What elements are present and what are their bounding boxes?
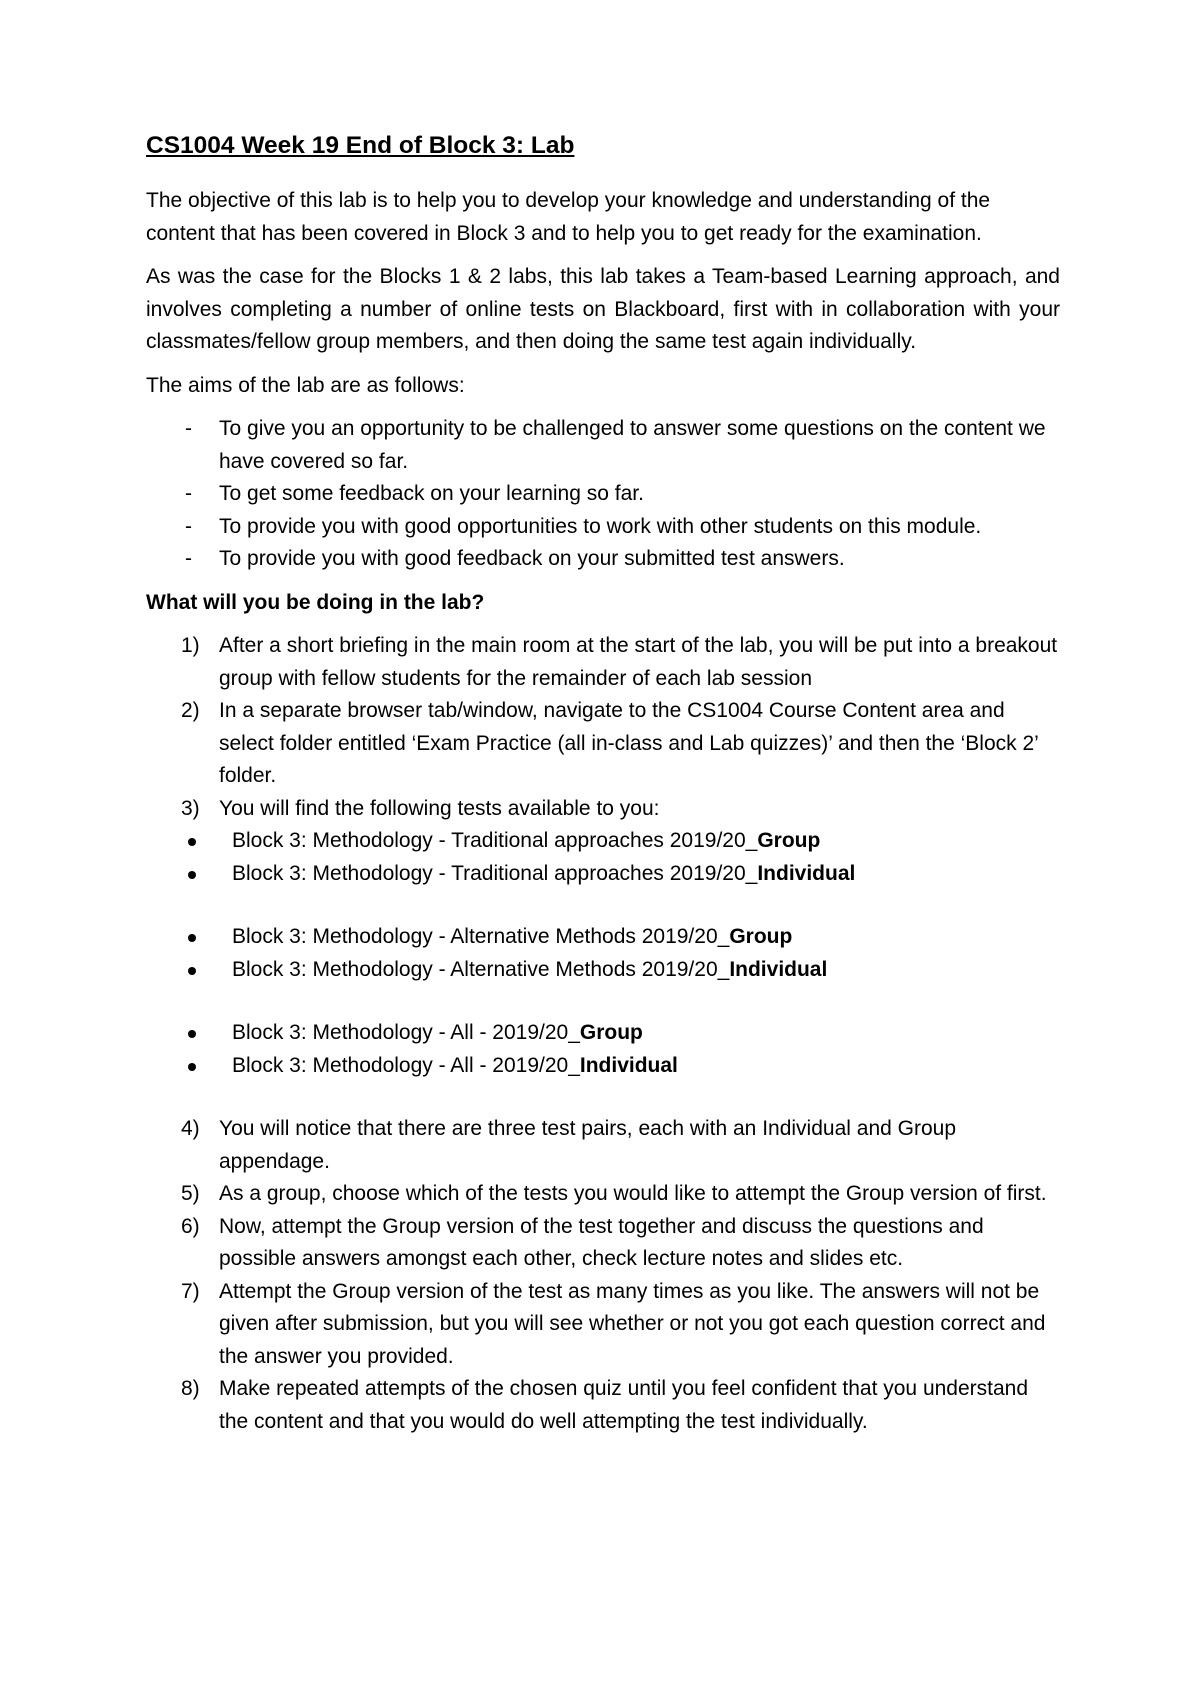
step-number: 5) (181, 1182, 200, 1205)
test-name: Block 3: Methodology - Alternative Methods 2019/20_ (232, 925, 730, 948)
dash-marker: - (185, 514, 192, 538)
dash-marker: - (185, 417, 192, 440)
steps-heading: What will you be doing in the lab? (146, 590, 485, 614)
steps-list-b (146, 1113, 1060, 1438)
bullet-icon (188, 967, 196, 975)
test-name: Block 3: Methodology - Traditional approaches 2019/20_ (232, 829, 758, 852)
test-name: Block 3: Methodology - All - 2019/20_ (232, 1053, 580, 1077)
test-name: Block 3: Methodology - Alternative Methods 2019/20_ (232, 957, 730, 981)
aim-item (146, 511, 1060, 544)
step-item (146, 1178, 1060, 1211)
step-item (146, 1373, 1060, 1438)
aim-item (146, 478, 1060, 511)
step-text: You will notice that there are three test pairs, each with an Individual and Group appendage. (219, 1117, 956, 1173)
test-type: Individual (757, 861, 856, 885)
step-number: 8) (181, 1377, 200, 1400)
spacer (146, 890, 1060, 921)
tests-list (146, 825, 1060, 890)
step-number: 4) (181, 1117, 200, 1140)
bullet-icon (188, 934, 196, 942)
step-item (146, 1113, 1060, 1178)
aim-text: To get some feedback on your learning so far. (219, 482, 644, 505)
test-type: Individual (729, 957, 828, 981)
page-title: CS1004 Week 19 End of Block 3: Lab (146, 132, 575, 159)
test-item (146, 954, 1060, 987)
intro-paragraph: The objective of this lab is to help you to develop your knowledge and understanding of the content that has been covered in Block 3 and to help you to get ready for the examination. (146, 189, 991, 245)
bullet-icon (188, 838, 196, 846)
test-name: Block 3: Methodology - All - 2019/20_ (232, 1021, 580, 1044)
test-type: Individual (579, 1053, 678, 1077)
test-type: Group (579, 1021, 643, 1044)
test-item (146, 825, 1060, 858)
step-item (146, 630, 1060, 695)
step-text: You will find the following tests available to you: (219, 796, 660, 820)
step-number: 2) (181, 699, 200, 722)
aim-item (146, 413, 1060, 478)
test-item (146, 1017, 1060, 1050)
aim-text: To provide you with good feedback on your submitted test answers. (219, 547, 845, 570)
test-item (146, 858, 1060, 891)
bullet-icon (188, 1063, 196, 1071)
aims-intro: The aims of the lab are as follows: (146, 373, 465, 397)
step-number: 7) (181, 1279, 200, 1303)
step-text: After a short briefing in the main room at the start of the lab, you will be put into a breakout group with fellow students for the remainder of each lab session (219, 634, 1058, 690)
test-type: Group (729, 925, 793, 948)
tests-list (146, 921, 1060, 986)
step-number: 1) (181, 634, 200, 657)
step-number: 3) (181, 796, 200, 820)
bullet-icon (188, 871, 196, 879)
aim-text: To provide you with good opportunities to work with other students on this module. (219, 514, 982, 538)
step-text: As a group, choose which of the tests you would like to attempt the Group version of first. (219, 1182, 1047, 1205)
steps-list-a (146, 630, 1060, 825)
tests-list (146, 1017, 1060, 1082)
step-text: In a separate browser tab/window, navigate to the CS1004 Course Content area and select folder entitled ‘Exam Practice (all in-class and Lab quizzes)’ and then the ‘Block 2’ folder. (219, 699, 1039, 787)
test-item (146, 1050, 1060, 1083)
aim-item (146, 543, 1060, 576)
step-item (146, 793, 1060, 826)
step-text: Now, attempt the Group version of the test together and discuss the questions and possible answers amongst each other, check lecture notes and slides etc. (219, 1214, 984, 1270)
spacer (146, 1082, 1060, 1113)
approach-paragraph: As was the case for the Blocks 1 & 2 labs, this lab takes a Team-based Learning approach, and involves completing a number of online tests on Blackboard, first with in collaboration with your classmates/fellow group members, and then doing the same test again individually. (146, 265, 1060, 353)
step-number: 6) (181, 1214, 200, 1238)
aim-text: To give you an opportunity to be challenged to answer some questions on the content we have covered so far. (219, 417, 1046, 473)
aims-list (146, 413, 1060, 576)
dash-marker: - (185, 547, 192, 570)
test-name: Block 3: Methodology - Traditional approaches 2019/20_ (232, 861, 758, 885)
step-text: Attempt the Group version of the test as many times as you like. The answers will not be given after submission, but you will see whether or not you got each question correct and the answer you provided. (219, 1279, 1046, 1368)
test-type: Group (757, 829, 821, 852)
bullet-icon (188, 1030, 196, 1038)
step-item (146, 1276, 1060, 1374)
step-item (146, 695, 1060, 793)
test-item (146, 921, 1060, 954)
step-text: Make repeated attempts of the chosen quiz until you feel confident that you understand the content and that you would do well attempting the test individually. (219, 1377, 1029, 1433)
step-item (146, 1211, 1060, 1276)
spacer (146, 986, 1060, 1017)
dash-marker: - (185, 482, 192, 505)
